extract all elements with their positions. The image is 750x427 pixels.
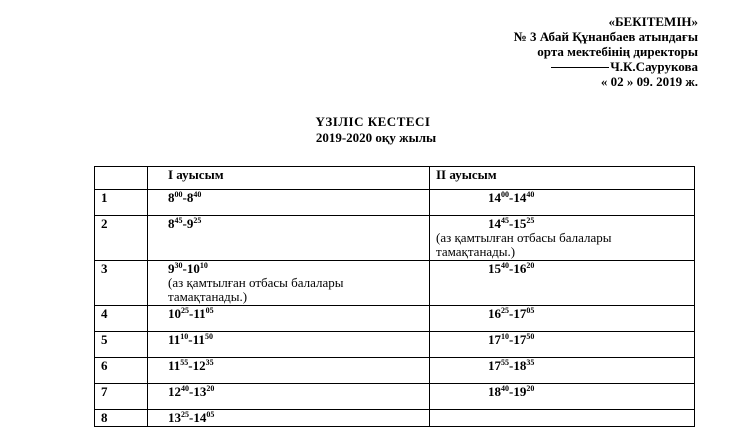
schedule-body: [95, 167, 695, 427]
break-schedule-table: [94, 166, 695, 427]
shift-1-cell: [148, 261, 430, 306]
director-name: Ч.К.Саурукова: [610, 59, 698, 74]
shift-2-cell: [430, 216, 695, 261]
shift-2-time: $14^{00}-14^{40}$: [488, 190, 535, 205]
shift-2-cell: [430, 261, 695, 306]
shift-2-time: $17^{55}-18^{35}$: [488, 358, 535, 373]
shift-2-time: $18^{40}-19^{20}$: [488, 384, 535, 399]
row-number: 8: [95, 410, 148, 427]
approval-date: « 02 » 09. 2019 ж.: [600, 74, 698, 89]
table-row: [95, 216, 695, 261]
table-row: [95, 384, 695, 410]
shift-2-time: $15^{40}-16^{20}$: [488, 261, 535, 276]
shift-1-cell: [148, 384, 430, 410]
table-row: [95, 358, 695, 384]
table-row: [95, 332, 695, 358]
shift-2-cell: [430, 358, 695, 384]
shift-2-cell: [430, 332, 695, 358]
row-number: 5: [95, 332, 148, 358]
approval-signature: [514, 59, 698, 74]
shift-1-time: $10^{25}-11^{05}$: [168, 306, 214, 321]
shift-2-time: $17^{10}-17^{50}$: [488, 332, 535, 347]
shift-2-cell: [430, 410, 695, 427]
table-row: [95, 190, 695, 216]
header-shift-1: I ауысым: [148, 167, 430, 190]
shift-1-note: (аз қамтылған отбасы балалары тамақтанады.): [168, 275, 344, 304]
table-row: [95, 410, 695, 427]
approval-block: [514, 14, 698, 89]
shift-2-time: $16^{25}-17^{05}$: [488, 306, 535, 321]
shift-1-cell: [148, 332, 430, 358]
document-title: ҮЗІЛІС КЕСТЕСІ: [315, 114, 431, 129]
shift-1-cell: [148, 216, 430, 261]
row-number: 7: [95, 384, 148, 410]
table-row: [95, 261, 695, 306]
shift-1-cell: [148, 190, 430, 216]
shift-1-cell: [148, 358, 430, 384]
shift-1-cell: [148, 306, 430, 332]
approval-school: № 3 Абай Құнанбаев атындағы: [513, 29, 698, 44]
shift-1-time: $11^{10}-11^{50}$: [168, 332, 213, 347]
document-heading: [0, 114, 750, 146]
row-number: 6: [95, 358, 148, 384]
shift-1-time: $8^{00}-8^{40}$: [168, 190, 202, 205]
approval-position: орта мектебінің директоры: [537, 44, 698, 59]
shift-1-time: $11^{55}-12^{35}$: [168, 358, 214, 373]
shift-1-time: $9^{30}-10^{10}$: [168, 261, 208, 276]
shift-2-note: (аз қамтылған отбасы балалары тамақтанады.): [436, 230, 612, 259]
table-row: [95, 306, 695, 332]
header-shift-2: II ауысым: [430, 167, 695, 190]
table-header-row: [95, 167, 695, 190]
shift-2-cell: [430, 306, 695, 332]
header-number: [95, 167, 148, 190]
row-number: 3: [95, 261, 148, 306]
signature-line: [551, 67, 609, 68]
document-subtitle: 2019-2020 оқу жылы: [315, 130, 437, 145]
row-number: 1: [95, 190, 148, 216]
shift-2-time: $14^{45}-15^{25}$: [488, 216, 535, 231]
shift-1-time: $8^{45}-9^{25}$: [168, 216, 202, 231]
row-number: 2: [95, 216, 148, 261]
row-number: 4: [95, 306, 148, 332]
shift-1-time: $12^{40}-13^{20}$: [168, 384, 215, 399]
shift-1-cell: [148, 410, 430, 427]
shift-1-time: $13^{25}-14^{05}$: [168, 410, 215, 425]
shift-2-cell: [430, 190, 695, 216]
approval-title: «БЕКІТЕМІН»: [608, 14, 698, 29]
shift-2-cell: [430, 384, 695, 410]
